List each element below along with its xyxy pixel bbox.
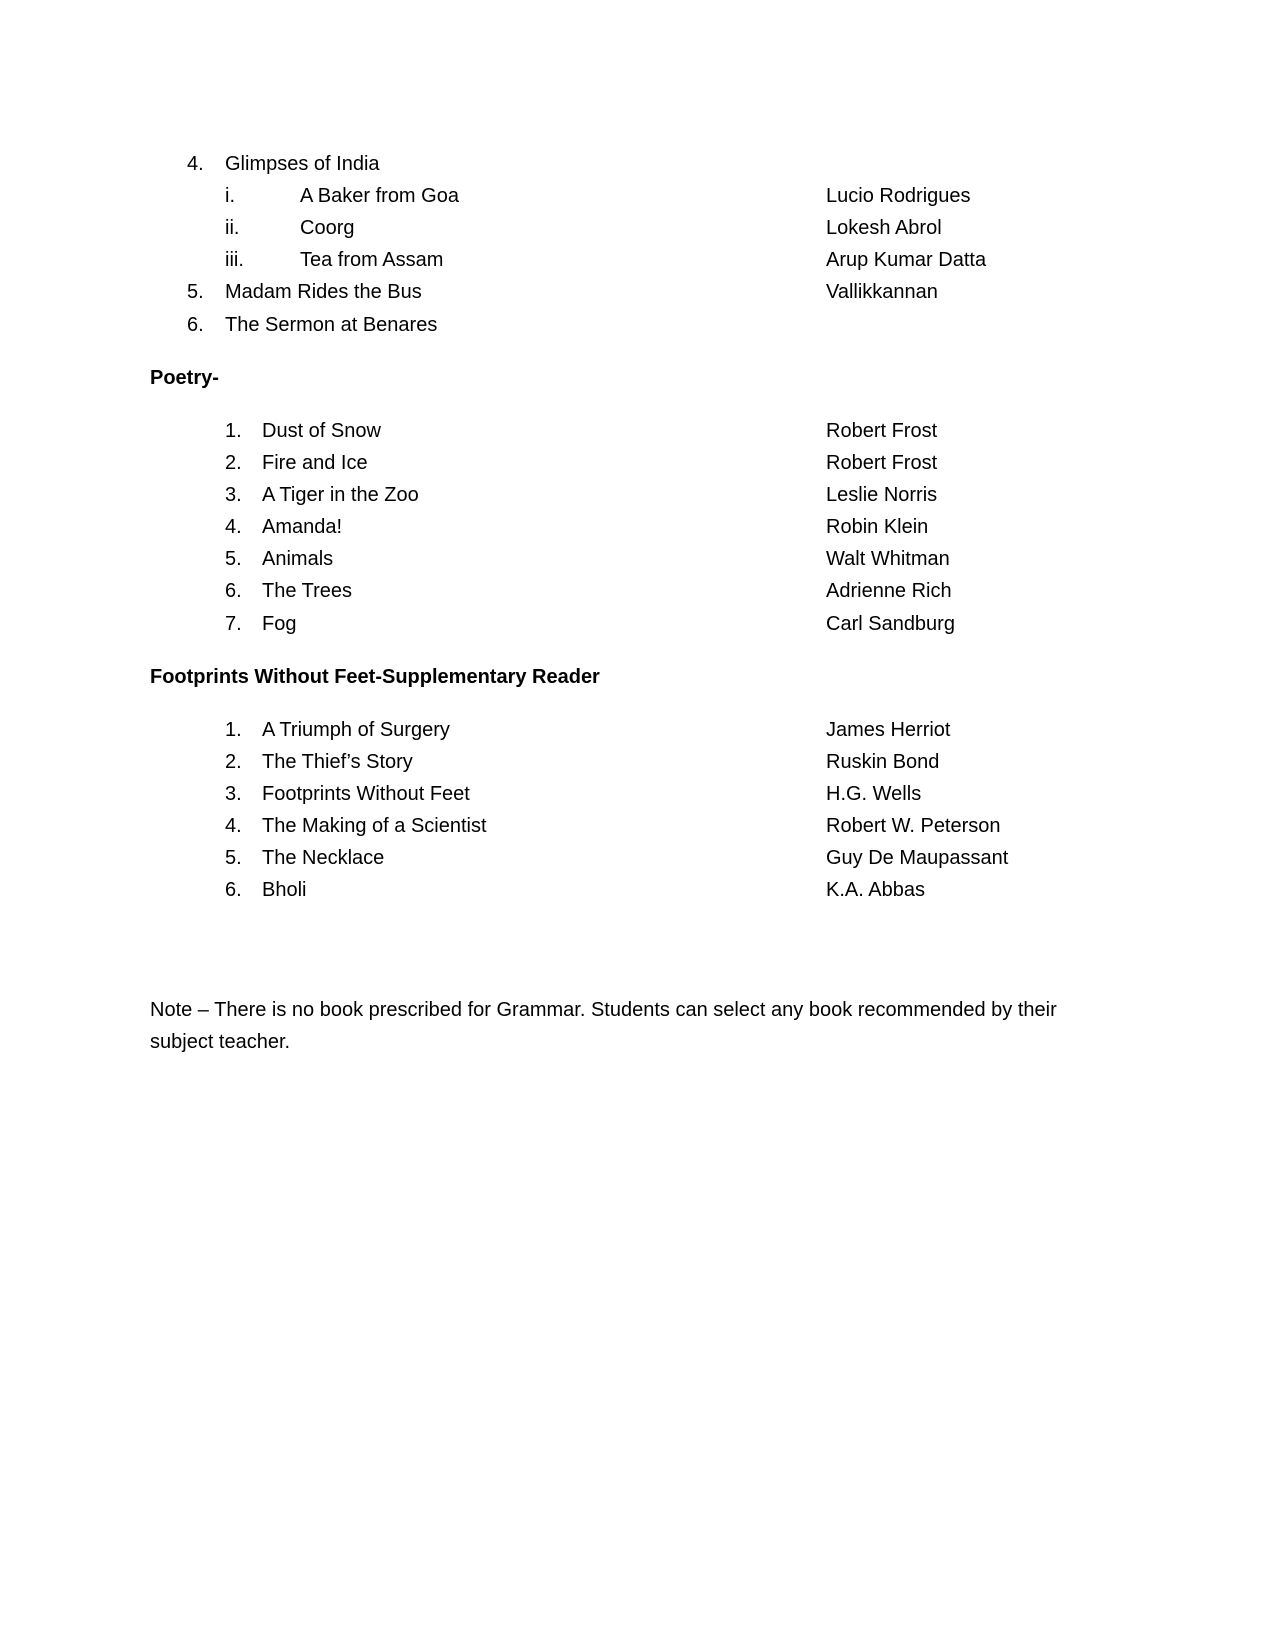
poem-title: Fog <box>262 613 297 635</box>
story-title: Footprints Without Feet <box>262 783 470 805</box>
list-number: 6. <box>187 314 204 336</box>
list-number: 3. <box>225 484 242 506</box>
poetry-heading: Poetry- <box>150 367 219 389</box>
list-number: 5. <box>225 548 242 570</box>
chapter-title: Glimpses of India <box>225 153 380 175</box>
author-name: Robert W. Peterson <box>826 815 1001 837</box>
story-title: The Making of a Scientist <box>262 815 487 837</box>
author-name: K.A. Abbas <box>826 879 925 901</box>
story-title: Bholi <box>262 879 307 901</box>
poem-title: The Trees <box>262 580 353 602</box>
list-number: 7. <box>225 613 242 635</box>
grammar-note: Note – There is no book prescribed for Grammar. Students can select any book recommended by their subject teacher. <box>150 999 1057 1053</box>
author-name: H.G. Wells <box>826 783 922 805</box>
list-number: ii. <box>225 217 240 239</box>
list-number: 2. <box>225 751 242 773</box>
author-name: Adrienne Rich <box>826 580 952 602</box>
author-name: Robin Klein <box>826 516 929 538</box>
story-title: The Thief’s Story <box>262 751 413 773</box>
chapter-title: A Baker from Goa <box>300 185 459 207</box>
list-number: 5. <box>187 281 204 303</box>
list-number: 6. <box>225 580 242 602</box>
author-name: Ruskin Bond <box>826 751 940 773</box>
poem-title: A Tiger in the Zoo <box>262 484 419 506</box>
list-number: 6. <box>225 879 242 901</box>
story-title: The Necklace <box>262 847 385 869</box>
list-number: 4. <box>225 516 242 538</box>
author-name: Guy De Maupassant <box>826 847 1009 869</box>
author-name: James Herriot <box>826 719 951 741</box>
chapter-title: Madam Rides the Bus <box>225 281 422 303</box>
list-number: 4. <box>187 153 204 175</box>
author-name: Robert Frost <box>826 452 938 474</box>
chapter-title: Coorg <box>300 217 355 239</box>
list-number: 1. <box>225 719 242 741</box>
supplementary-heading: Footprints Without Feet-Supplementary Reader <box>150 666 600 688</box>
list-number: iii. <box>225 249 244 271</box>
list-number: i. <box>225 185 235 207</box>
author-name: Walt Whitman <box>826 548 950 570</box>
list-number: 5. <box>225 847 242 869</box>
story-title: A Triumph of Surgery <box>262 719 450 741</box>
author-name: Lokesh Abrol <box>826 217 942 239</box>
list-number: 1. <box>225 420 242 442</box>
poem-title: Amanda! <box>262 516 343 538</box>
poem-title: Animals <box>262 548 334 570</box>
chapter-title: The Sermon at Benares <box>225 314 438 336</box>
author-name: Carl Sandburg <box>826 613 955 635</box>
list-number: 3. <box>225 783 242 805</box>
poem-title: Dust of Snow <box>262 420 381 442</box>
list-number: 4. <box>225 815 242 837</box>
poem-title: Fire and Ice <box>262 452 368 474</box>
author-name: Robert Frost <box>826 420 938 442</box>
chapter-title: Tea from Assam <box>300 249 444 271</box>
author-name: Arup Kumar Datta <box>826 249 987 271</box>
list-number: 2. <box>225 452 242 474</box>
author-name: Leslie Norris <box>826 484 938 506</box>
author-name: Lucio Rodrigues <box>826 185 971 207</box>
author-name: Vallikkannan <box>826 281 938 303</box>
